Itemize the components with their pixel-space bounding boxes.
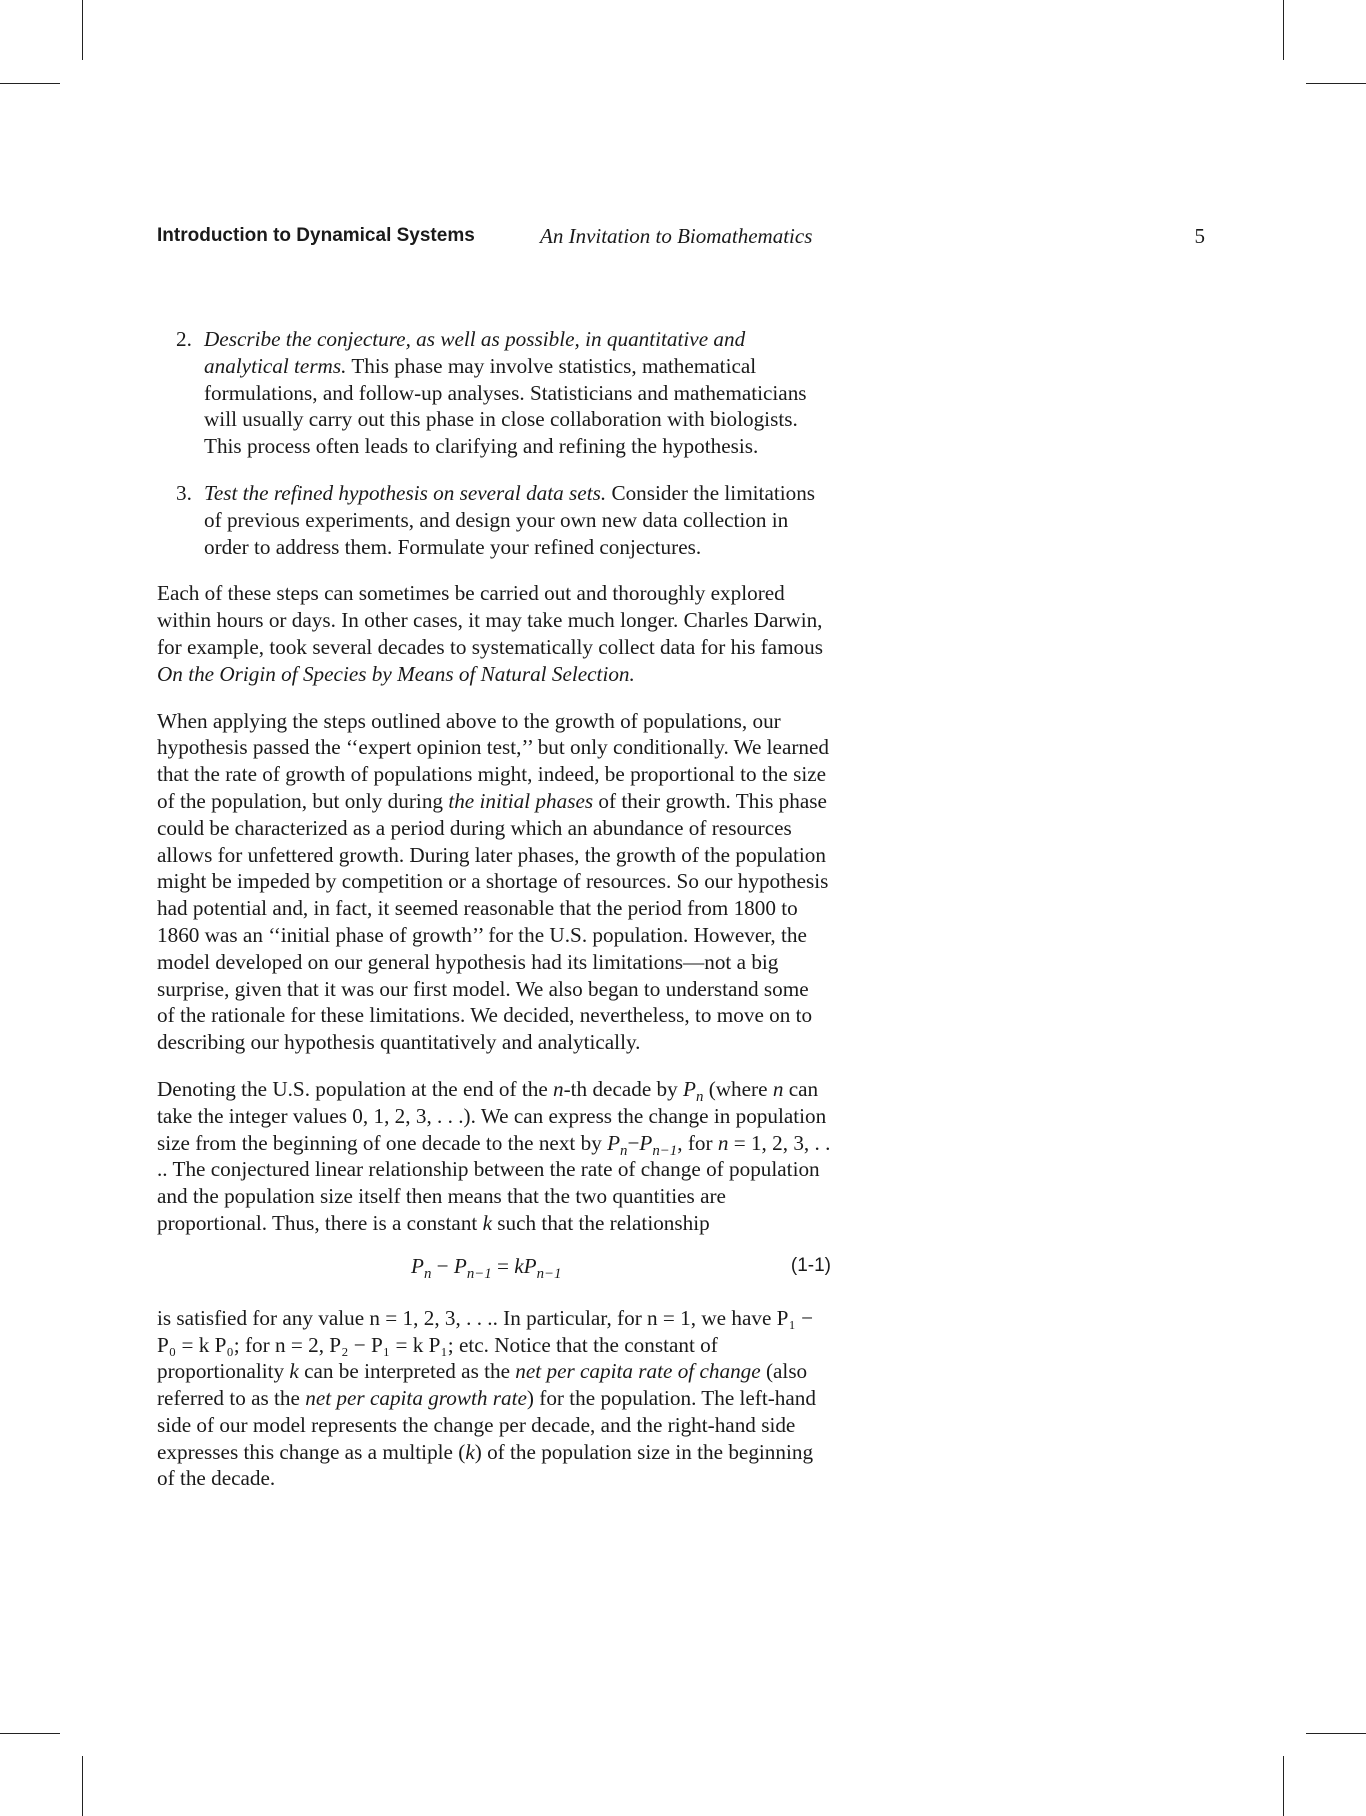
math-var: n <box>717 1130 729 1155</box>
book-title-italic: On the Origin of Species by Means of Natural Selection. <box>157 661 635 686</box>
paragraph <box>157 580 831 687</box>
paragraph-text: (where <box>708 1076 768 1101</box>
math-subscript: n−1 <box>536 1265 562 1282</box>
math-operator: − <box>627 1130 640 1155</box>
math-var: k <box>289 1359 299 1384</box>
math-var: P <box>683 1076 696 1101</box>
crop-mark <box>1306 83 1366 84</box>
emphasis: net per capita growth rate <box>305 1386 527 1411</box>
equation-number: (1-1) <box>790 1254 831 1276</box>
math-var: P <box>411 1253 424 1278</box>
math-var: n <box>553 1076 564 1101</box>
list-number: 2. <box>176 327 192 351</box>
math-var: P <box>607 1130 621 1155</box>
page-body <box>157 326 831 1512</box>
paragraph-text: Denoting the U.S. population at the end of the <box>157 1076 548 1101</box>
paragraph-text: -th decade by <box>563 1076 678 1101</box>
paragraph-text: is satisfied for any value <box>157 1305 365 1330</box>
math-subscript: n <box>695 1089 704 1106</box>
crop-mark <box>0 1733 60 1734</box>
crop-mark <box>1283 0 1284 60</box>
crop-mark <box>1283 1756 1284 1816</box>
paragraph-text: , for <box>677 1130 713 1155</box>
running-head-chapter-title: An Invitation to Biomathematics <box>540 224 813 248</box>
list-item-lead: Test the refined hypothesis on several data sets. <box>204 480 607 505</box>
paragraph-text: Each of these steps can sometimes be carried out and thoroughly explored within hours or days. In other cases, it may take much longer. Charles Darwin, for example, took several decades to systematically collect data for his famous <box>157 581 823 659</box>
math-operator: − <box>431 1253 454 1278</box>
list-item <box>157 480 831 560</box>
paragraph-text: ) for the population. The left-hand side of our model represents the change per decade, and the right-hand side expresses this change as a multiple ( <box>157 1386 816 1464</box>
math-var: P <box>453 1253 467 1278</box>
paragraph-text: n = 1, 2, 3, . . .. In particular, for n = 1, we have <box>369 1305 772 1330</box>
list-item <box>157 326 831 460</box>
crop-mark <box>82 0 83 60</box>
list-number: 3. <box>176 480 192 505</box>
crop-mark <box>0 83 60 84</box>
math-var: kP <box>514 1253 537 1278</box>
emphasis: net per capita rate of change <box>515 1359 761 1384</box>
math-var: k <box>482 1210 492 1235</box>
math-var: k <box>465 1439 475 1464</box>
paragraph-text: such that the relationship <box>497 1210 710 1235</box>
page-number: 5 <box>1194 224 1205 248</box>
paragraph-text: ) of the population size in the beginning of the decade. <box>157 1439 814 1491</box>
list-item-text: Consider the limitations of previous experiments, and design your own new data collection in order to address them. Formulate your refined conjectures. <box>204 480 816 559</box>
paragraph <box>157 1076 831 1237</box>
paragraph-text: = 1, 2, 3, . . .. The conjectured linear relationship between the rate of change of population and the population size itself then means that the two quantities are proportional. Thus, there is a constant <box>157 1130 831 1235</box>
paragraph <box>157 708 831 1056</box>
list-item-lead: Describe the conjecture, as well as possible, in quantitative and analytical terms. <box>204 327 746 378</box>
paragraph-text: When applying the steps outlined above to the growth of populations, our hypothesis passed the ‘‘expert opinion test,’’ but only conditionally. We learned that the rate of growth of populations might, indeed, be proportional to the size of the population, but only during <box>157 708 830 813</box>
math-subscript: n−1 <box>652 1142 678 1159</box>
math-subscript: n−1 <box>466 1265 492 1282</box>
math-subscript: n <box>620 1142 628 1159</box>
paragraph-text: (also referred to as the <box>157 1359 808 1411</box>
equation <box>411 1253 561 1280</box>
math-operator: = <box>491 1253 515 1278</box>
crop-mark <box>1306 1733 1366 1734</box>
running-head <box>157 222 1205 252</box>
paragraph-text: can take the integer values 0, 1, 2, 3, . . .). We can express the change in population size from the beginning of one decade to the next by <box>157 1076 827 1155</box>
emphasis: the initial phases <box>448 788 594 813</box>
paragraph <box>157 1305 831 1493</box>
list-item-text: This phase may involve statistics, mathematical formulations, and follow-up analyses. Statisticians and mathematicians will usually carry out this phase in close collaboration with biologists. This process often leads to clarifying and refining the hypothesis. <box>204 353 807 459</box>
math-subscript: n <box>423 1265 432 1282</box>
paragraph-text: P₁ − P₀ = k P₀; for n = 2, P₂ − P₁ = k P₁; etc. Notice that the constant of proportionality <box>157 1305 814 1384</box>
paragraph-text: of their growth. This phase could be characterized as a period during which an abundance of resources allows for unfettered growth. During later phases, the growth of the population might be impeded by competition or a shortage of resources. So our hypothesis had potential and, in fact, it seemed reasonable that the period from 1800 to 1860 was an ‘‘initial phase of growth’’ for the U.S. population. However, the model developed on our general hypothesis had its limitations—not a big surprise, given that it was our first model. We also began to understand some of the rationale for these limitations. We decided, nevertheless, to move on to describing our hypothesis quantitatively and analytically. <box>157 788 829 1055</box>
equation-block <box>157 1247 831 1287</box>
running-head-book-title: Introduction to Dynamical Systems <box>157 225 475 246</box>
crop-mark <box>82 1756 83 1816</box>
paragraph-text: can be interpreted as the <box>304 1359 510 1384</box>
math-var: P <box>639 1130 653 1155</box>
math-var: n <box>772 1076 784 1101</box>
